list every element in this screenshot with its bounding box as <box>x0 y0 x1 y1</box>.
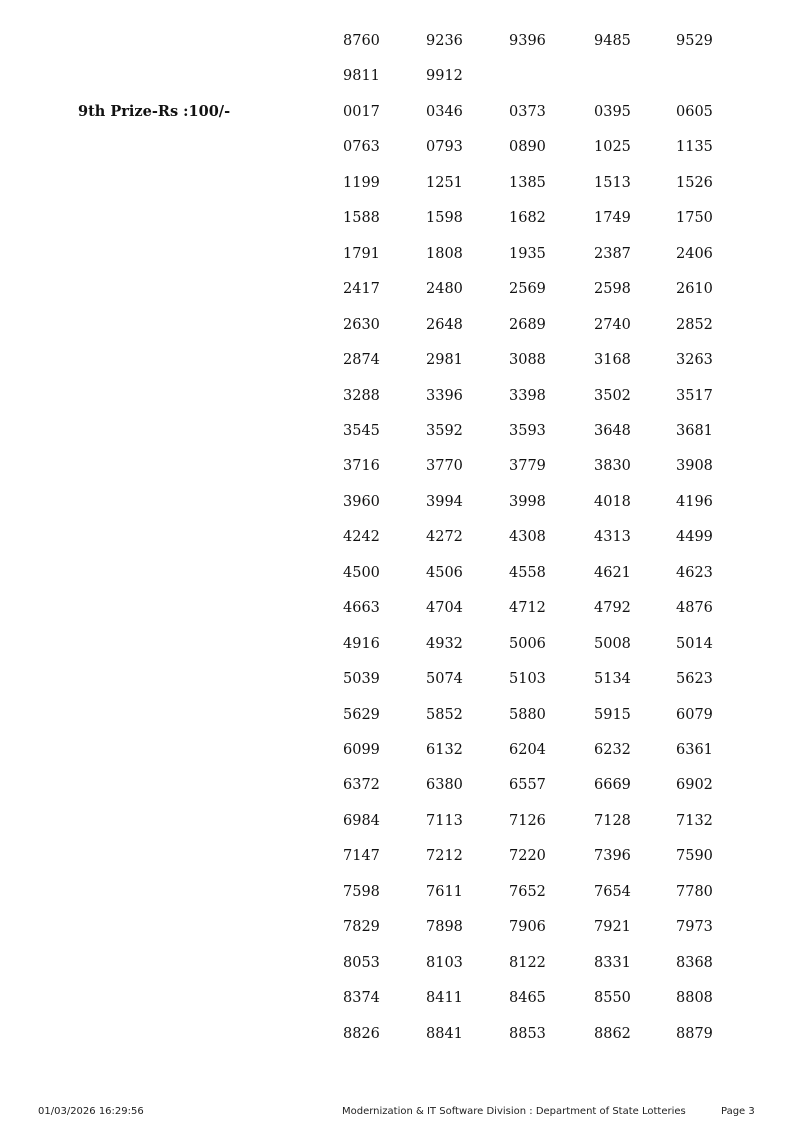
ticket-number: 3960 <box>343 493 380 510</box>
ticket-number: 0346 <box>426 103 463 120</box>
ticket-number: 8411 <box>426 990 463 1007</box>
ticket-number: 3592 <box>426 422 463 439</box>
ticket-number: 0373 <box>509 103 546 120</box>
page-number: Page 3 <box>721 1106 755 1117</box>
ticket-number: 8853 <box>509 1025 546 1042</box>
ticket-number: 5852 <box>426 706 463 723</box>
ticket-number: 5008 <box>594 635 631 652</box>
ticket-number: 4558 <box>509 564 546 581</box>
ticket-number: 8374 <box>343 990 380 1007</box>
ticket-number: 8465 <box>509 990 546 1007</box>
ticket-number: 1598 <box>426 210 463 227</box>
ticket-number: 8122 <box>509 954 546 971</box>
ticket-number: 3908 <box>676 458 713 475</box>
ticket-number: 7898 <box>426 919 463 936</box>
ticket-number: 8103 <box>426 954 463 971</box>
ticket-number: 2852 <box>676 316 713 333</box>
ticket-number: 5103 <box>509 671 546 688</box>
ticket-number: 8808 <box>676 990 713 1007</box>
ticket-number: 1749 <box>594 210 631 227</box>
ticket-number: 6232 <box>594 742 631 758</box>
ticket-number: 8368 <box>676 954 713 971</box>
ticket-number: 7590 <box>676 848 713 865</box>
ticket-number: 3088 <box>509 352 546 369</box>
ticket-number: 7147 <box>343 848 380 865</box>
ticket-number: 2569 <box>509 281 546 298</box>
ticket-number: 5014 <box>676 635 713 652</box>
ticket-number: 4621 <box>594 564 631 581</box>
ticket-number: 6099 <box>343 742 380 758</box>
ticket-number: 5629 <box>343 706 380 723</box>
ticket-number: 7611 <box>426 883 463 900</box>
ticket-number: 8862 <box>594 1025 631 1042</box>
ticket-number: 7654 <box>594 883 631 900</box>
ticket-number: 1251 <box>426 174 463 191</box>
ticket-number: 4792 <box>594 600 631 617</box>
ticket-number: 2981 <box>426 352 463 369</box>
ticket-number: 6902 <box>676 777 713 794</box>
ticket-number: 3517 <box>676 387 713 404</box>
ticket-number: 3830 <box>594 458 631 475</box>
ticket-number: 3545 <box>343 422 380 439</box>
ticket-number: 7973 <box>676 919 713 936</box>
ticket-number: 2598 <box>594 281 631 298</box>
ticket-number: 0605 <box>676 103 713 120</box>
ticket-number: 2480 <box>426 281 463 298</box>
ticket-number: 5134 <box>594 671 631 688</box>
ticket-number: 9396 <box>509 33 546 49</box>
ticket-number: 1750 <box>676 210 713 227</box>
ticket-number: 0763 <box>343 139 380 156</box>
ticket-number: 8550 <box>594 990 631 1007</box>
ticket-number: 7132 <box>676 812 713 829</box>
ticket-number: 3770 <box>426 458 463 475</box>
ticket-number: 0395 <box>594 103 631 120</box>
ticket-number: 1135 <box>676 139 713 156</box>
ticket-number: 3998 <box>509 493 546 510</box>
ticket-number: 6669 <box>594 777 631 794</box>
ticket-number: 4704 <box>426 600 463 617</box>
ticket-number: 1385 <box>509 174 546 191</box>
ticket-number: 4242 <box>343 529 380 546</box>
ticket-number: 5074 <box>426 671 463 688</box>
ticket-number: 1199 <box>343 174 380 191</box>
ticket-number: 6557 <box>509 777 546 794</box>
ticket-number: 4916 <box>343 635 380 652</box>
ticket-number: 8841 <box>426 1025 463 1042</box>
ticket-number: 3681 <box>676 422 713 439</box>
ticket-number: 6361 <box>676 742 713 758</box>
ticket-number: 9485 <box>594 33 631 49</box>
ticket-number: 8053 <box>343 954 380 971</box>
ticket-number: 8760 <box>343 33 380 49</box>
ticket-number: 1682 <box>509 210 546 227</box>
ticket-number: 7396 <box>594 848 631 865</box>
ticket-number: 9529 <box>676 33 713 49</box>
ticket-number: 1526 <box>676 174 713 191</box>
ticket-number: 7220 <box>509 848 546 865</box>
ticket-number: 7126 <box>509 812 546 829</box>
ticket-number: 5915 <box>594 706 631 723</box>
ticket-number: 4506 <box>426 564 463 581</box>
ticket-number: 2630 <box>343 316 380 333</box>
ticket-number: 7113 <box>426 812 463 829</box>
ticket-number: 4712 <box>509 600 546 617</box>
ticket-number: 6204 <box>509 742 546 758</box>
ticket-number: 3263 <box>676 352 713 369</box>
ticket-number: 2648 <box>426 316 463 333</box>
ticket-number: 7780 <box>676 883 713 900</box>
ticket-number: 3716 <box>343 458 380 475</box>
prize-label: 9th Prize-Rs :100/- <box>78 102 231 120</box>
ticket-number: 4499 <box>676 529 713 546</box>
ticket-number: 7829 <box>343 919 380 936</box>
ticket-number: 5006 <box>509 635 546 652</box>
ticket-number: 4308 <box>509 529 546 546</box>
print-timestamp: 01/03/2026 16:29:56 <box>38 1106 144 1117</box>
ticket-number: 0017 <box>343 103 380 120</box>
ticket-number: 7212 <box>426 848 463 865</box>
ticket-number: 4272 <box>426 529 463 546</box>
ticket-number: 3994 <box>426 493 463 510</box>
ticket-number: 3288 <box>343 387 380 404</box>
ticket-number: 9912 <box>426 68 463 85</box>
ticket-number: 6132 <box>426 742 463 758</box>
ticket-number: 4018 <box>594 493 631 510</box>
ticket-number: 6372 <box>343 777 380 794</box>
ticket-number: 5623 <box>676 671 713 688</box>
ticket-number: 8826 <box>343 1025 380 1042</box>
ticket-number: 3779 <box>509 458 546 475</box>
ticket-number: 2406 <box>676 245 713 262</box>
ticket-number: 2387 <box>594 245 631 262</box>
ticket-number: 3168 <box>594 352 631 369</box>
ticket-number: 6380 <box>426 777 463 794</box>
ticket-number: 4196 <box>676 493 713 510</box>
ticket-number: 1588 <box>343 210 380 227</box>
ticket-number: 4500 <box>343 564 380 581</box>
ticket-number: 7652 <box>509 883 546 900</box>
ticket-number: 3593 <box>509 422 546 439</box>
ticket-number: 3502 <box>594 387 631 404</box>
ticket-number: 4876 <box>676 600 713 617</box>
ticket-number: 9811 <box>343 68 380 85</box>
ticket-number: 7921 <box>594 919 631 936</box>
ticket-number: 8331 <box>594 954 631 971</box>
ticket-number: 2689 <box>509 316 546 333</box>
ticket-number: 4932 <box>426 635 463 652</box>
ticket-number: 1791 <box>343 245 380 262</box>
footer-division: Modernization & IT Software Division : Department of State Lotteries <box>342 1106 686 1117</box>
ticket-number: 2610 <box>676 281 713 298</box>
ticket-number: 4623 <box>676 564 713 581</box>
ticket-number: 5039 <box>343 671 380 688</box>
ticket-number: 7906 <box>509 919 546 936</box>
ticket-number: 4313 <box>594 529 631 546</box>
ticket-number: 1025 <box>594 139 631 156</box>
ticket-number: 0793 <box>426 139 463 156</box>
ticket-number: 9236 <box>426 33 463 49</box>
ticket-number: 6079 <box>676 706 713 723</box>
ticket-number: 1513 <box>594 174 631 191</box>
ticket-number: 6984 <box>343 812 380 829</box>
ticket-number: 2740 <box>594 316 631 333</box>
ticket-number: 3398 <box>509 387 546 404</box>
ticket-number: 1808 <box>426 245 463 262</box>
ticket-number: 7128 <box>594 812 631 829</box>
ticket-number: 8879 <box>676 1025 713 1042</box>
ticket-number: 5880 <box>509 706 546 723</box>
ticket-number: 1935 <box>509 245 546 262</box>
ticket-number: 4663 <box>343 600 380 617</box>
ticket-number: 3648 <box>594 422 631 439</box>
ticket-number: 7598 <box>343 883 380 900</box>
ticket-number: 3396 <box>426 387 463 404</box>
ticket-number: 2874 <box>343 352 380 369</box>
ticket-number: 2417 <box>343 281 380 298</box>
ticket-number: 0890 <box>509 139 546 156</box>
